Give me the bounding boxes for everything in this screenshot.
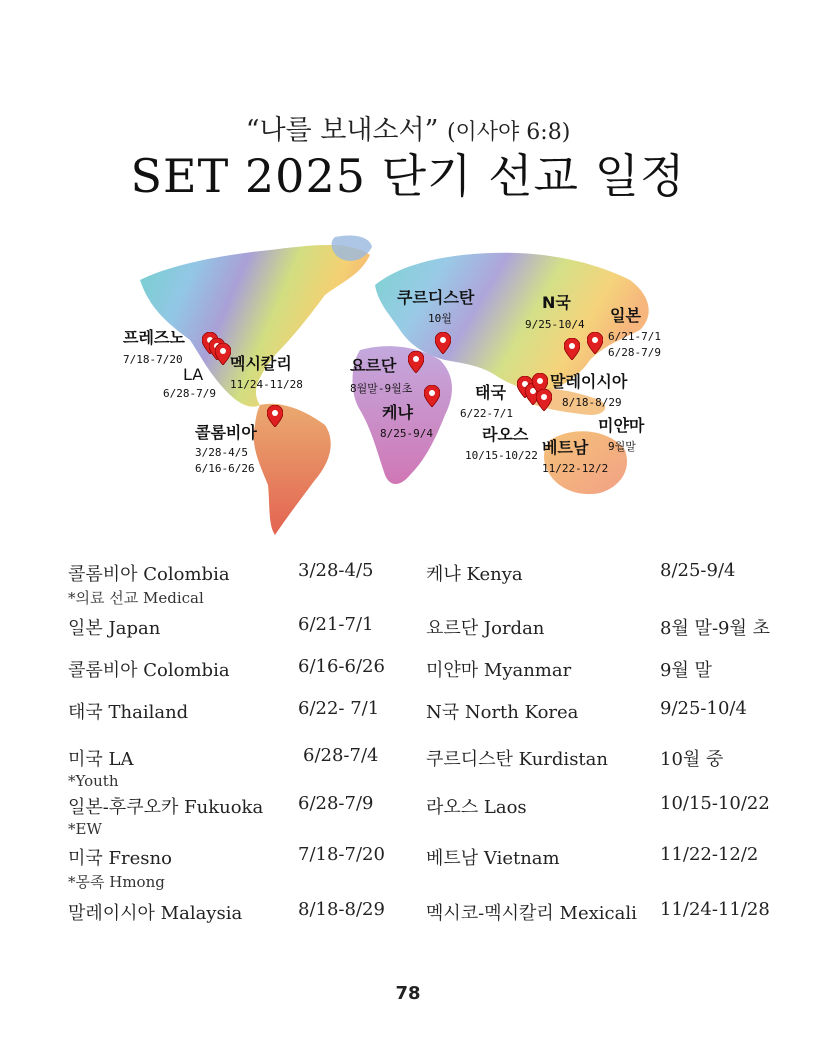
schedule-left-item-2 [68,614,160,640]
trip-date: 11/24-11/28 [660,899,770,920]
schedule-right-item-5: 쿠르디스탄 Kurdistan [426,749,608,770]
location-pin-icon [215,343,231,365]
trip-date: 6/21-7/1 [298,614,374,635]
schedule-left-item-4 [68,698,188,724]
map-label-colombia: 콜롬비아 [195,423,257,442]
trip-name: 콜롬비아 Colombia [68,660,230,681]
schedule-right-item-8: 멕시코-멕시칼리 Mexicali [426,903,637,924]
trip-name: 콜롬비아 Colombia [68,564,230,585]
map-label-thailand: 태국 [475,383,506,402]
schedule-right-item-4: N국 North Korea [426,702,579,723]
map-date-kenya: 8/25-9/4 [380,427,433,440]
map-label-nkorea: N국 [542,293,571,312]
map-date-nkorea: 9/25-10/4 [525,318,585,331]
trip-date: 3/28-4/5 [298,560,374,581]
map-label-vietnam: 베트남 [542,438,589,457]
map-date-colombia-1: 3/28-4/5 [195,446,248,459]
trip-name: 말레이시아 Malaysia [68,903,243,924]
trip-date: 7/18-7/20 [298,844,385,865]
trip-date: 6/28-7/4 [303,745,379,766]
map-label-jordan: 요르단 [350,356,397,375]
map-label-laos: 라오스 [482,425,529,444]
verse-text: “나를 보내소서” [245,115,439,146]
schedule-left-item-3 [68,656,230,682]
map-date-thailand: 6/22-7/1 [460,407,513,420]
schedule-left-item-6 [68,793,263,838]
page-title: SET 2025 단기 선교 일정 [130,149,686,203]
map-date-japan-2: 6/28-7/9 [608,346,661,359]
trip-date: 6/16-6/26 [298,656,385,677]
map-date-la: 6/28-7/9 [163,387,216,400]
verse-reference: (이사야 6:8) [446,120,571,145]
trip-date: 8/18-8/29 [298,899,385,920]
location-pin-icon [587,332,603,354]
location-pin-icon [408,351,424,373]
trip-date: 6/28-7/9 [298,793,374,814]
trip-note: *EW [68,820,102,838]
trip-date: 8/25-9/4 [660,560,736,581]
schedule-left-item-5 [68,745,133,790]
map-date-fresno: 7/18-7/20 [123,353,183,366]
trip-name: 일본 Japan [68,618,161,639]
schedule-left-item-8 [68,899,242,925]
page-number: 78 [395,983,421,1004]
location-pin-icon [536,389,552,411]
trip-name: 미국 LA [68,749,134,770]
trip-date: 8월 말-9월 초 [660,618,770,639]
trip-name: 일본-후쿠오카 Fukuoka [68,797,264,818]
map-label-fresno: 프레즈노 [123,328,185,347]
map-date-kurdistan: 10월 [428,312,452,325]
map-date-malaysia: 8/18-8/29 [562,396,622,409]
schedule-left-item-7 [68,844,172,892]
schedule-left-item-1 [68,560,230,608]
trip-note: *Youth [68,772,119,790]
schedule-right-item-2: 요르단 Jordan [426,618,545,639]
trip-name: 태국 Thailand [68,702,189,723]
map-date-vietnam: 11/22-12/2 [542,462,609,475]
trip-date: 9/25-10/4 [660,698,747,719]
map-date-colombia-2: 6/16-6/26 [195,462,255,475]
trip-note: *몽족 Hmong [68,873,165,891]
map-label-mexicali: 멕시칼리 [230,354,292,373]
map-date-laos: 10/15-10/22 [465,449,538,462]
south-america-shape [254,404,331,535]
map-date-myanmar: 9월말 [608,440,636,453]
schedule-right-item-6: 라오스 Laos [426,797,527,818]
location-pin-icon [435,332,451,354]
map-label-japan: 일본 [610,306,641,325]
schedule-right-item-7: 베트남 Vietnam [426,848,560,869]
trip-date: 6/22- 7/1 [298,698,380,719]
trip-date: 10월 중 [660,749,724,770]
world-map [110,225,670,545]
trip-date: 11/22-12/2 [660,844,759,865]
map-label-la: LA [183,365,204,384]
map-label-myanmar: 미얀마 [598,416,645,435]
map-label-malaysia: 말레이시아 [550,372,628,391]
map-label-kurdistan: 쿠르디스탄 [397,288,475,307]
map-date-jordan: 8월말-9월초 [350,382,413,395]
schedule-right-item-1: 케냐 Kenya [426,564,523,585]
location-pin-icon [267,405,283,427]
schedule-right-item-3: 미얀마 Myanmar [426,660,572,681]
trip-date: 10/15-10/22 [660,793,770,814]
map-label-kenya: 케냐 [382,403,413,422]
location-pin-icon [424,385,440,407]
map-date-japan-1: 6/21-7/1 [608,330,661,343]
location-pin-icon [564,338,580,360]
trip-date: 9월 말 [660,660,712,681]
map-date-mexicali: 11/24-11/28 [230,378,303,391]
trip-name: 미국 Fresno [68,848,172,869]
trip-note: *의료 선교 Medical [68,589,204,607]
